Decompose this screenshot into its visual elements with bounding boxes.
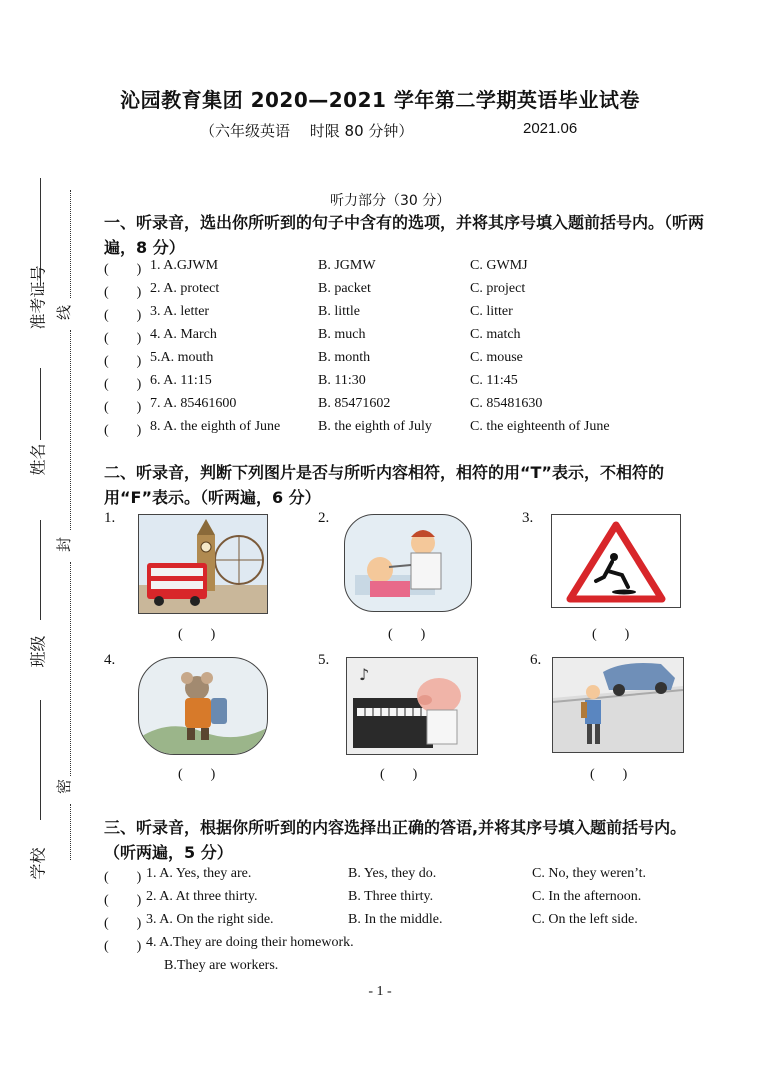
question-row <box>0 304 760 326</box>
option-a: 8. A. the eighth of June <box>150 419 281 434</box>
picture-number: 3. <box>522 510 534 526</box>
option-c: C. 85481630 <box>470 396 543 411</box>
answer-paren[interactable]: ( ) <box>104 939 142 954</box>
option-a: 2. A. protect <box>150 281 220 296</box>
option-c: C. No, they weren’t. <box>532 866 647 881</box>
option-a: 2. A. At three thirty. <box>146 889 258 904</box>
question-row <box>0 935 760 957</box>
margin-label-name: 姓名 <box>28 443 48 476</box>
option-c: C. project <box>470 281 526 296</box>
option-c: C. mouse <box>470 350 523 365</box>
option-c: C. GWMJ <box>470 258 528 273</box>
answer-paren[interactable]: ( ) <box>104 400 142 415</box>
question-row <box>0 350 760 372</box>
answer-paren[interactable]: ( ) <box>104 285 142 300</box>
option-b: B.They are workers. <box>164 958 279 973</box>
margin-label-class: 班级 <box>28 635 48 668</box>
london-big-ben-bus-picture <box>138 514 268 614</box>
option-a: 3. A. letter <box>150 304 210 319</box>
seal-dotted-line <box>70 562 71 776</box>
option-a: 4. A. March <box>150 327 217 342</box>
option-b: B. packet <box>318 281 371 296</box>
margin-label-exam-number: 准考证号 <box>28 265 48 330</box>
question-row <box>0 281 760 303</box>
answer-paren[interactable]: ( ) <box>380 767 418 782</box>
dentist-picture <box>344 514 472 612</box>
option-b: B. month <box>318 350 371 365</box>
answer-paren[interactable]: ( ) <box>104 354 142 369</box>
question-row <box>0 866 760 888</box>
seal-word-secret: 密 <box>55 778 74 795</box>
page-number: - 1 - <box>368 984 392 999</box>
option-b: B. Three thirty. <box>348 889 434 904</box>
seal-word-seal: 封 <box>55 536 74 553</box>
option-a: 6. A. 11:15 <box>150 373 212 388</box>
answer-paren[interactable]: ( ) <box>590 767 628 782</box>
option-c: C. litter <box>470 304 513 319</box>
listening-part-header: 听力部分（30 分） <box>330 193 451 209</box>
answer-paren[interactable]: ( ) <box>104 308 142 323</box>
option-a: 5.A. mouth <box>150 350 214 365</box>
answer-paren[interactable]: ( ) <box>104 916 142 931</box>
picture-number: 2. <box>318 510 330 526</box>
boy-and-car-picture <box>552 657 684 753</box>
margin-line <box>40 520 41 620</box>
option-b: B. 11:30 <box>318 373 366 388</box>
margin-label-school: 学校 <box>28 847 48 880</box>
answer-paren[interactable]: ( ) <box>388 627 426 642</box>
option-c: C. 11:45 <box>470 373 518 388</box>
option-a: 1. A. Yes, they are. <box>146 866 252 881</box>
section1-title: 一、听录音，选出你所听到的句子中含有的选项，并将其序号填入题前括号内。（听两遍，8 分） <box>104 213 705 257</box>
option-a: 3. A. On the right side. <box>146 912 274 927</box>
exam-subtitle: （六年级英语 时限 80 分钟） <box>200 122 414 140</box>
answer-paren[interactable]: ( ) <box>104 870 142 885</box>
answer-paren[interactable]: ( ) <box>592 627 630 642</box>
answer-paren[interactable]: ( ) <box>178 767 216 782</box>
question-row <box>0 258 760 280</box>
question-row <box>0 373 760 395</box>
option-b: B. Yes, they do. <box>348 866 437 881</box>
picture-number: 5. <box>318 652 330 668</box>
option-b: B. In the middle. <box>348 912 443 927</box>
option-b: B. JGMW <box>318 258 376 273</box>
question-row <box>0 912 760 934</box>
section2-title: 二、听录音，判断下列图片是否与所听内容相符，相符的用“T”表示，不相符的用“F”表示。（听两遍，6 分） <box>104 463 664 507</box>
answer-paren[interactable]: ( ) <box>104 893 142 908</box>
answer-paren[interactable]: ( ) <box>178 627 216 642</box>
option-a: 4. A.They are doing their homework. <box>146 935 354 950</box>
svg-text:♪: ♪ <box>359 665 370 684</box>
question-row <box>0 889 760 911</box>
option-a: 7. A. 85461600 <box>150 396 237 411</box>
slippery-warning-sign-picture <box>551 514 681 608</box>
question-row <box>0 327 760 349</box>
picture-number: 6. <box>530 652 542 668</box>
question-row-continuation <box>0 958 760 980</box>
option-b: B. much <box>318 327 366 342</box>
picture-number: 1. <box>104 510 116 526</box>
mouse-traveller-picture <box>138 657 268 755</box>
question-row <box>0 396 760 418</box>
option-c: C. match <box>470 327 521 342</box>
option-a: 1. A.GJWM <box>150 258 219 273</box>
exam-date: 2021.06 <box>523 120 578 137</box>
answer-paren[interactable]: ( ) <box>104 262 142 277</box>
section3-title: 三、听录音，根据你所听到的内容选择出正确的答语,并将其序号填入题前括号内。（听两遍，5 分） <box>104 818 687 862</box>
answer-paren[interactable]: ( ) <box>104 331 142 346</box>
option-b: B. the eighth of July <box>318 419 432 434</box>
question-row <box>0 419 760 441</box>
seal-dotted-line <box>70 804 71 860</box>
seal-word-line: 线 <box>55 304 74 321</box>
option-b: B. little <box>318 304 360 319</box>
option-c: C. In the afternoon. <box>532 889 642 904</box>
answer-paren[interactable]: ( ) <box>104 423 142 438</box>
option-b: B. 85471602 <box>318 396 391 411</box>
picture-number: 4. <box>104 652 116 668</box>
answer-paren[interactable]: ( ) <box>104 377 142 392</box>
exam-title: 沁园教育集团 2020—2021 学年第二学期英语毕业试卷 <box>120 88 640 112</box>
option-c: C. the eighteenth of June <box>470 419 610 434</box>
margin-line <box>40 700 41 820</box>
pig-playing-piano-picture <box>346 657 478 755</box>
option-c: C. On the left side. <box>532 912 638 927</box>
